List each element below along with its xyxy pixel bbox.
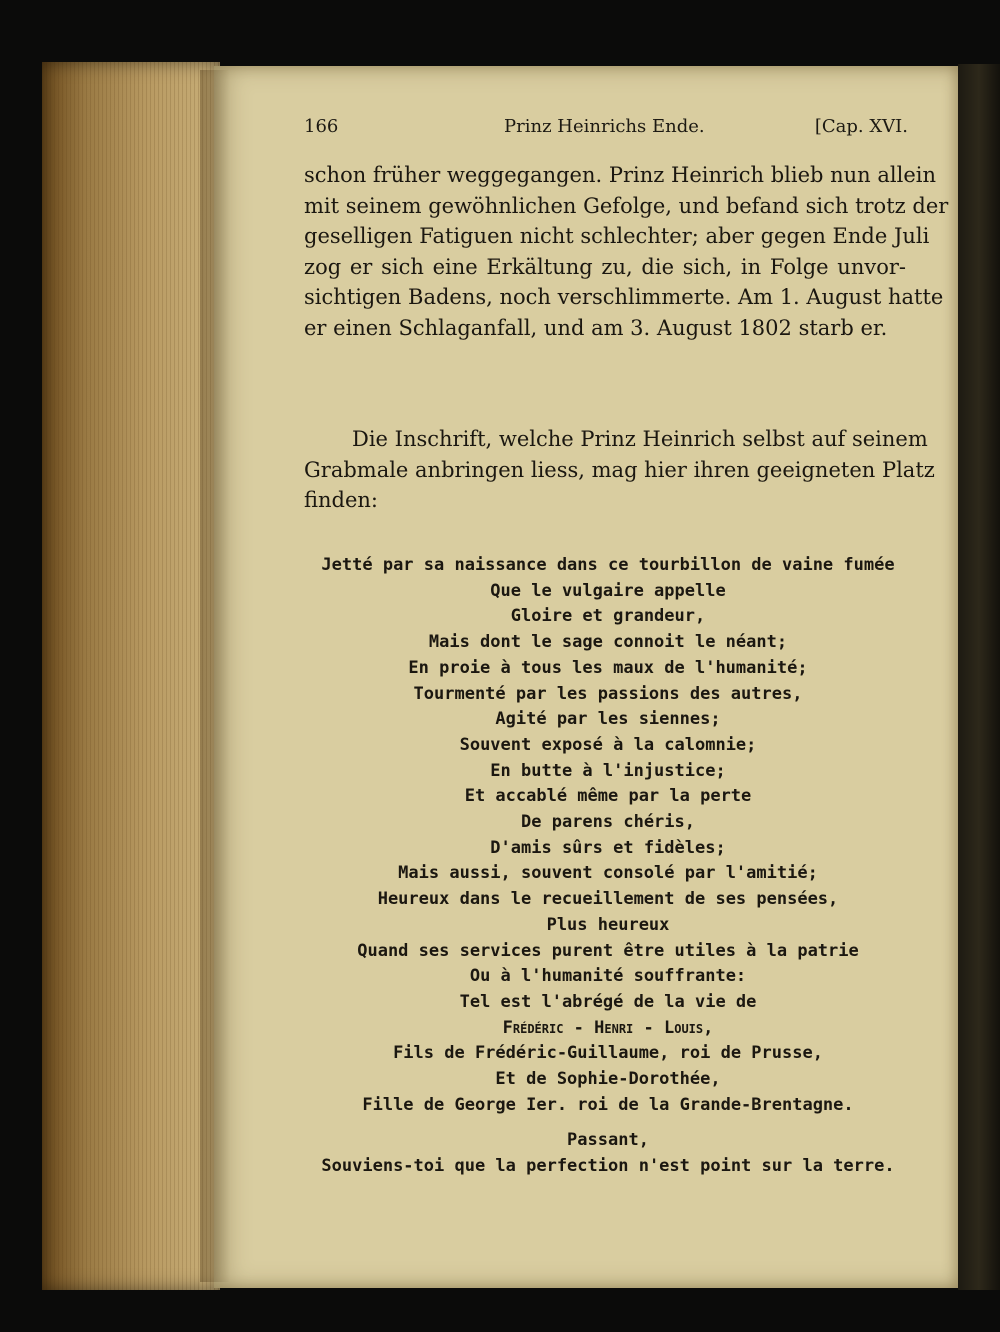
running-header <box>304 116 908 142</box>
poem-line: En proie à tous les maux de l'humanité; <box>408 657 808 678</box>
poem-line: Et de Sophie-Dorothée, <box>495 1069 721 1090</box>
running-title: Prinz Heinrichs Ende. <box>504 116 705 137</box>
poem-line: Quand ses services purent être utiles à la patrie <box>357 940 859 961</box>
page-number: 166 <box>304 116 339 137</box>
text-line: zog er sich eine Erkältung zu, die sich, in Folge unvor- <box>304 254 906 279</box>
poem-line: Ou à l'humanité souffrante: <box>469 966 747 987</box>
closing-line: Souviens-toi que la perfection n'est point sur la terre. <box>321 1156 895 1176</box>
poem-line: D'amis sûrs et fidèles; <box>490 837 726 858</box>
text-line: finden: <box>304 488 379 512</box>
poem-line: Plus heureux <box>546 914 670 935</box>
text-line: Grabmale anbringen liess, mag hier ihren geeigneten Platz <box>304 457 935 482</box>
poem-line: De parens chéris, <box>521 812 695 833</box>
inscription-poem <box>300 553 916 1118</box>
poem-line: En butte à l'injustice; <box>490 760 726 781</box>
poem-line: Mais aussi, souvent consolé par l'amitié; <box>398 863 818 884</box>
poem-line: Que le vulgaire appelle <box>490 580 726 601</box>
text-line: Die Inschrift, welche Prinz Heinrich selbst auf seinem <box>352 427 928 451</box>
text-line: er einen Schlaganfall, und am 3. August 1802 starb er. <box>304 315 888 340</box>
text-line: schon früher weggegangen. Prinz Heinrich blieb nun allein <box>304 163 936 187</box>
poem-line: Souvent exposé à la calomnie; <box>459 734 757 755</box>
poem-line: Fils de Frédéric-Guillaume, roi de Prusse, <box>393 1043 823 1064</box>
poem-line: Heureux dans le recueillement de ses pensées, <box>377 889 839 910</box>
book-page-edges <box>42 62 220 1290</box>
poem-closing <box>300 1127 916 1179</box>
poem-line: Gloire et grandeur, <box>510 606 706 627</box>
poem-line: Fille de George Ier. roi de la Grande-Brentagne. <box>362 1094 854 1115</box>
book-right-edge <box>958 64 1000 1290</box>
poem-line: Mais dont le sage connoit le néant; <box>428 632 788 653</box>
chapter-label: [Cap. XVI. <box>814 116 908 137</box>
closing-line: Passant, <box>567 1130 649 1150</box>
poem-line: Tel est l'abrégé de la vie de <box>459 991 757 1012</box>
poem-line-name: Frédéric - Henri - Louis, <box>502 1017 714 1038</box>
poem-line: Agité par les siennes; <box>495 709 721 730</box>
poem-line: Jetté par sa naissance dans ce tourbillon de vaine fumée <box>321 555 895 575</box>
text-line: sichtigen Badens, noch verschlimmerte. Am 1. August hatte <box>304 285 944 309</box>
text-line: mit seinem gewöhnlichen Gefolge, und befand sich trotz der <box>304 193 949 218</box>
text-line: geselligen Fatiguen nicht schlechter; aber gegen Ende Juli <box>304 224 930 248</box>
gutter-shadow <box>200 70 230 1282</box>
poem-line: Tourmenté par les passions des autres, <box>413 683 803 704</box>
paragraph-death <box>304 160 949 343</box>
paragraph-inscription <box>304 424 935 516</box>
poem-line: Et accablé même par la perte <box>464 786 752 807</box>
